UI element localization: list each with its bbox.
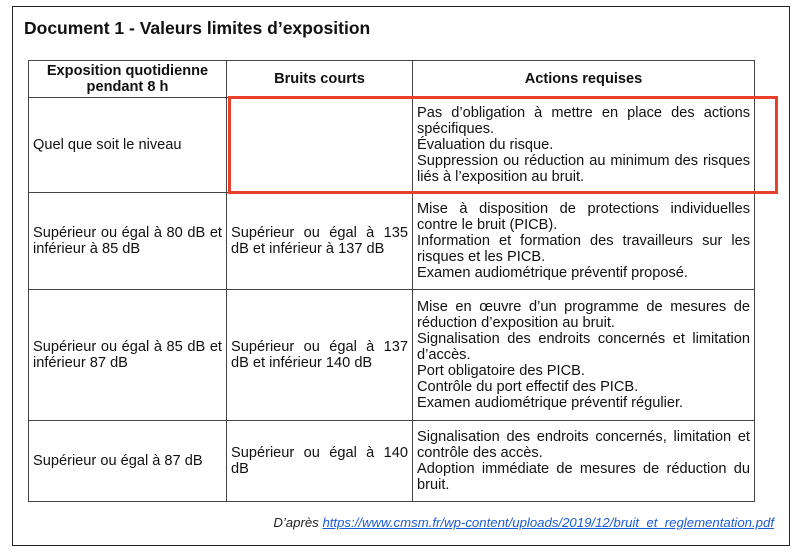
action-item: Suppression ou réduction au minimum des risques liés à l’exposition au bruit.: [417, 153, 750, 185]
short-noise-cell: Supérieur ou égal à 135 dB et inférieur à 137 dB: [227, 193, 413, 290]
source-prefix: D’après: [273, 515, 323, 530]
actions-cell: [413, 421, 755, 502]
action-item: Évaluation du risque.: [417, 137, 554, 153]
action-item: Signalisation des endroits concernés et limitation d’accès.: [417, 331, 750, 363]
table-row: [29, 193, 755, 290]
header-daily-exposure: Exposition quotidienne pendant 8 h: [29, 61, 227, 98]
actions-cell: [413, 98, 755, 193]
action-item: Mise en œuvre d’un programme de mesures de réduction d’exposition au bruit.: [417, 299, 750, 331]
source-link[interactable]: https://www.cmsm.fr/wp-content/uploads/2019/12/bruit_et_reglementation.pdf: [322, 515, 774, 530]
source-citation: [273, 515, 774, 530]
action-item: Pas d’obligation à mettre en place des actions spécifiques.: [417, 105, 750, 137]
action-item: Port obligatoire des PICB.: [417, 363, 585, 379]
exposure-cell: Supérieur ou égal à 85 dB et inférieur 87 dB: [29, 290, 227, 421]
table-row: [29, 98, 755, 193]
short-noise-cell: Supérieur ou égal à 137 dB et inférieur 140 dB: [227, 290, 413, 421]
table-header-row: [29, 61, 755, 98]
action-item: Examen audiométrique préventif régulier.: [417, 395, 684, 411]
exposure-cell: Quel que soit le niveau: [29, 98, 227, 193]
actions-cell: [413, 193, 755, 290]
action-item: Signalisation des endroits concernés, limitation et contrôle des accès.: [417, 429, 750, 461]
header-required-actions: Actions requises: [413, 61, 755, 98]
action-item: Adoption immédiate de mesures de réduction du bruit.: [417, 461, 750, 493]
header-short-noise: Bruits courts: [227, 61, 413, 98]
short-noise-cell: [227, 98, 413, 193]
action-item: Examen audiométrique préventif proposé.: [417, 265, 688, 281]
table-row: [29, 421, 755, 502]
action-item: Contrôle du port effectif des PICB.: [417, 379, 639, 395]
exposure-limits-table: [28, 60, 755, 502]
short-noise-cell: Supérieur ou égal à 140 dB: [227, 421, 413, 502]
table-row: [29, 290, 755, 421]
document-title: Document 1 - Valeurs limites d’exposition: [24, 18, 371, 38]
exposure-cell: Supérieur ou égal à 80 dB et inférieur à 85 dB: [29, 193, 227, 290]
exposure-cell: Supérieur ou égal à 87 dB: [29, 421, 227, 502]
action-item: Mise à disposition de protections individuelles contre le bruit (PICB).: [417, 201, 750, 233]
actions-cell: [413, 290, 755, 421]
action-item: Information et formation des travailleurs sur les risques et les PICB.: [417, 233, 750, 265]
